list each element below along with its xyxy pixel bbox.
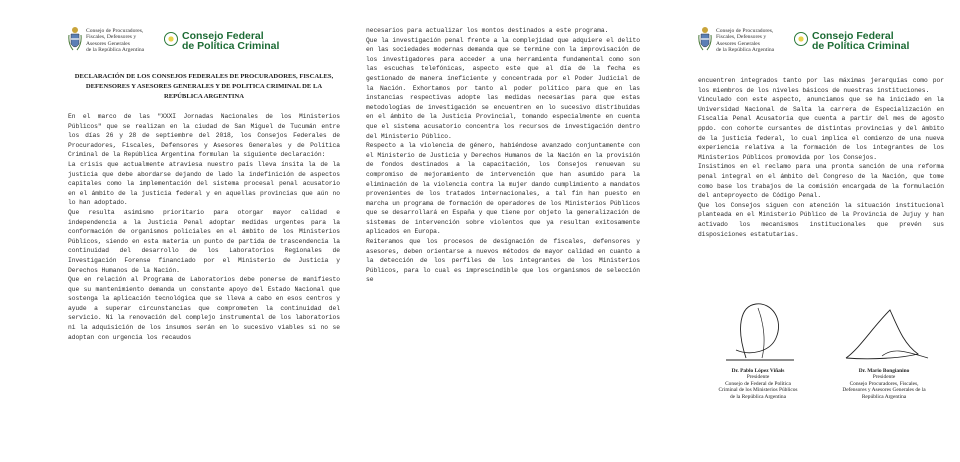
signature-info bbox=[698, 368, 818, 400]
signatory-org-line: Criminal de los Ministerios Públicos bbox=[718, 387, 798, 394]
brand-line-1: Consejo Federal bbox=[182, 30, 264, 42]
signatory-name: Dr. Mario Bongianino bbox=[858, 368, 910, 374]
seal-icon bbox=[164, 32, 178, 46]
signatory-org-line: de la República Argentina bbox=[729, 393, 787, 400]
coat-of-arms-icon bbox=[68, 26, 82, 54]
paragraph: Que los Consejos siguen con atención la situación institucional planteada en el Ministerio Público de la Provincia de Jujuy y han activado los mecanismos institucionales que prevén sus disposiciones estatutarias. bbox=[698, 201, 944, 238]
page-1 bbox=[68, 0, 340, 462]
brand-line-2: de Política Criminal bbox=[812, 40, 910, 52]
handwritten-signature bbox=[832, 298, 936, 368]
signature-info bbox=[824, 368, 944, 400]
page-2 bbox=[366, 0, 640, 462]
letterhead-line: de la República Argentina bbox=[86, 47, 145, 54]
page-1-body bbox=[68, 112, 340, 342]
signatures bbox=[698, 298, 944, 438]
letterhead bbox=[68, 26, 340, 72]
letterhead bbox=[698, 26, 944, 72]
paragraph: La crisis que actualmente atraviesa nuestro país lleva ínsita la de la justicia que debe abordarse dejando de lado la indefinición de aspectos capitales como la implementación del sistema procesal penal acusatorio en el ámbito de la justicia federal y en aquellas provincias que aún no lo han adoptado. bbox=[68, 160, 340, 207]
seal-icon bbox=[794, 32, 808, 46]
paragraph: Reiteramos que los procesos de designación de fiscales, defensores y asesores, deben orientarse a nuevos métodos de mayor calidad en cuanto a la detección de los perfiles de los integrantes de los Ministerios Públicos, para lo cual es imprescindible que los organismos de selección se bbox=[366, 238, 640, 284]
paragraph: Que la investigación penal frente a la complejidad que adquiere el delito en las sociedades modernas demanda que se termine con la improvisación de los investigadores para acceder a una herramienta fundamental como son las escuchas telefónicas, aspecto este que al día de la fecha es gestionado de manera ineficiente y concentrada por el Poder Judicial de la Nación. Exhortamos por tanto al poder político para que en las instancias respectivas adopte las medidas necesarias para que estas metodologías de investigación se encuentren en lo sucesivo distribuidas en el ámbito de la Justicia Provincial, tomando especialmente en cuenta que el sistema acusatorio concentra los recursos de investigación dentro del Ministerio Público. bbox=[366, 36, 640, 140]
letterhead-line: Fiscales, Defensores y bbox=[86, 34, 137, 41]
paragraph: En el marco de las "XXXI Jornadas Nacionales de los Ministerios Públicos" que se realizan en la ciudad de San Miguel de Tucumán entre los días 26 y 28 de septiembre del 2018, los Consejos Federales de Procuradores, Fiscales, Defensores y Asesores Generales y de Política Criminal de la República Argentina formulan la siguiente declaración: bbox=[68, 113, 340, 159]
coat-of-arms-icon bbox=[698, 26, 712, 54]
paragraph: Que en relación al Programa de Laboratorios debe ponerse de manifiesto que su mantenimiento demanda un constante apoyo del Estado Nacional que sostenga la aplicación tecnológica que se lleva a cabo en esos centros y ayude a superar circunstancias que comprometen la continuidad del servicio. Ni la renovación del complejo instrumental de los laboratorios ni la adquisición de los insumos serán en lo sucesivo viables si no se adoptan con urgencia los recaudos bbox=[68, 276, 340, 341]
letterhead-line: Asesores Generales bbox=[716, 40, 760, 47]
page-3-body bbox=[698, 76, 944, 239]
page-3 bbox=[698, 0, 944, 462]
letterhead-council-name bbox=[86, 28, 160, 54]
signatory-role: Presidente bbox=[872, 374, 896, 381]
signatory-org-line: Defensores y Asesores Generales de la bbox=[842, 387, 926, 394]
brand-line-2: de Política Criminal bbox=[182, 40, 280, 52]
signatory-org-line: Consejo de Federal de Política bbox=[725, 380, 791, 387]
signatory-role: Presidente bbox=[746, 374, 770, 381]
paragraph: encuentren integrados tanto por las máximas jerarquías como por los miembros de los niveles básicos de nuestras instituciones. bbox=[698, 77, 944, 94]
paragraph: Insistimos en el reclamo para una pronta sanción de una reforma penal integral en el ámbito del Congreso de la Nación, que tome como base los trabajos de la comisión encargada de la formulación del anteproyecto de Código Penal. bbox=[698, 163, 944, 200]
brand-line-1: Consejo Federal bbox=[812, 30, 894, 42]
document-title: DECLARACIÓN DE LOS CONSEJOS FEDERALES DE PROCURADORES, FISCALES, DEFENSORES Y ASESORES GENERALES Y DE POLITICA CRIMINAL DE LA REPÚBLICA ARGENTINA bbox=[74, 73, 334, 100]
letterhead-line: Consejo de Procuradores, bbox=[86, 28, 144, 34]
paragraph: Que resulta asimismo prioritario para otorgar mayor calidad e independencia a la Justicia Penal adoptar medidas urgentes para la conformación de organismos policiales en el ámbito de los Ministerios Públicos, siendo en esta materia un punto de partida de trascendencia la continuidad del desarrollo de los Laboratorios Regionales de Investigación Forense financiado por el Ministerio de Justicia y Derechos Humanos de la Nación. bbox=[68, 208, 340, 274]
letterhead-brand bbox=[182, 31, 279, 52]
signature-block-left bbox=[698, 298, 818, 438]
letterhead-line: Fiscales, Defensores y bbox=[716, 34, 767, 41]
paragraph: necesarios para actualizar los montos destinados a este programa. bbox=[366, 27, 609, 34]
letterhead-brand bbox=[812, 31, 909, 52]
handwritten-signature bbox=[706, 298, 810, 368]
letterhead-line: Consejo de Procuradores, bbox=[716, 28, 774, 34]
page-2-body bbox=[366, 26, 640, 285]
signatory-org-line: República Argentina bbox=[861, 393, 907, 400]
letterhead-line: de la República Argentina bbox=[716, 47, 775, 54]
signatory-name: Dr. Pablo López Viñals bbox=[731, 368, 785, 374]
letterhead-line: Asesores Generales bbox=[86, 40, 130, 47]
signature-block-right bbox=[824, 298, 944, 438]
signatory-org-line: Consejo Procuradores, Fiscales, bbox=[849, 380, 919, 387]
letterhead-council-name bbox=[716, 28, 790, 54]
paragraph: Vinculado con este aspecto, anunciamos que se ha iniciado en la Universidad Nacional de Salta la carrera de Especialización en Fiscalía Penal Acusatoria que cuenta a partir del mes de agosto ppdo. con cohorte cursantes de distintas provincias y del ámbito de la justicia federal, lo cual implica el comienzo de una nueva experiencia relativa a la formación de los integrantes de los Ministerios Públicos promovida por los Consejos. bbox=[698, 96, 944, 161]
paragraph: Respecto a la violencia de género, habiéndose avanzado conjuntamente con el Ministerio de Justicia y Derechos Humanos de la Nación en la provisión de fondos destinados a la capacitación, los Consejos renuevan su compromiso de mejoramiento de intervención que han asumido para la eliminación de la violencia contra la mujer dando cumplimiento a mandatos provenientes de los tratados internacionales, a tal fin han puesto en marcha un programa de formación de operadores de los Ministerios Públicos que se desarrollará en España y que tiene por objeto la generalización de sistemas de intervención sobre violentos que ya resultan exitosamente aplicados en Europa. bbox=[366, 142, 640, 236]
